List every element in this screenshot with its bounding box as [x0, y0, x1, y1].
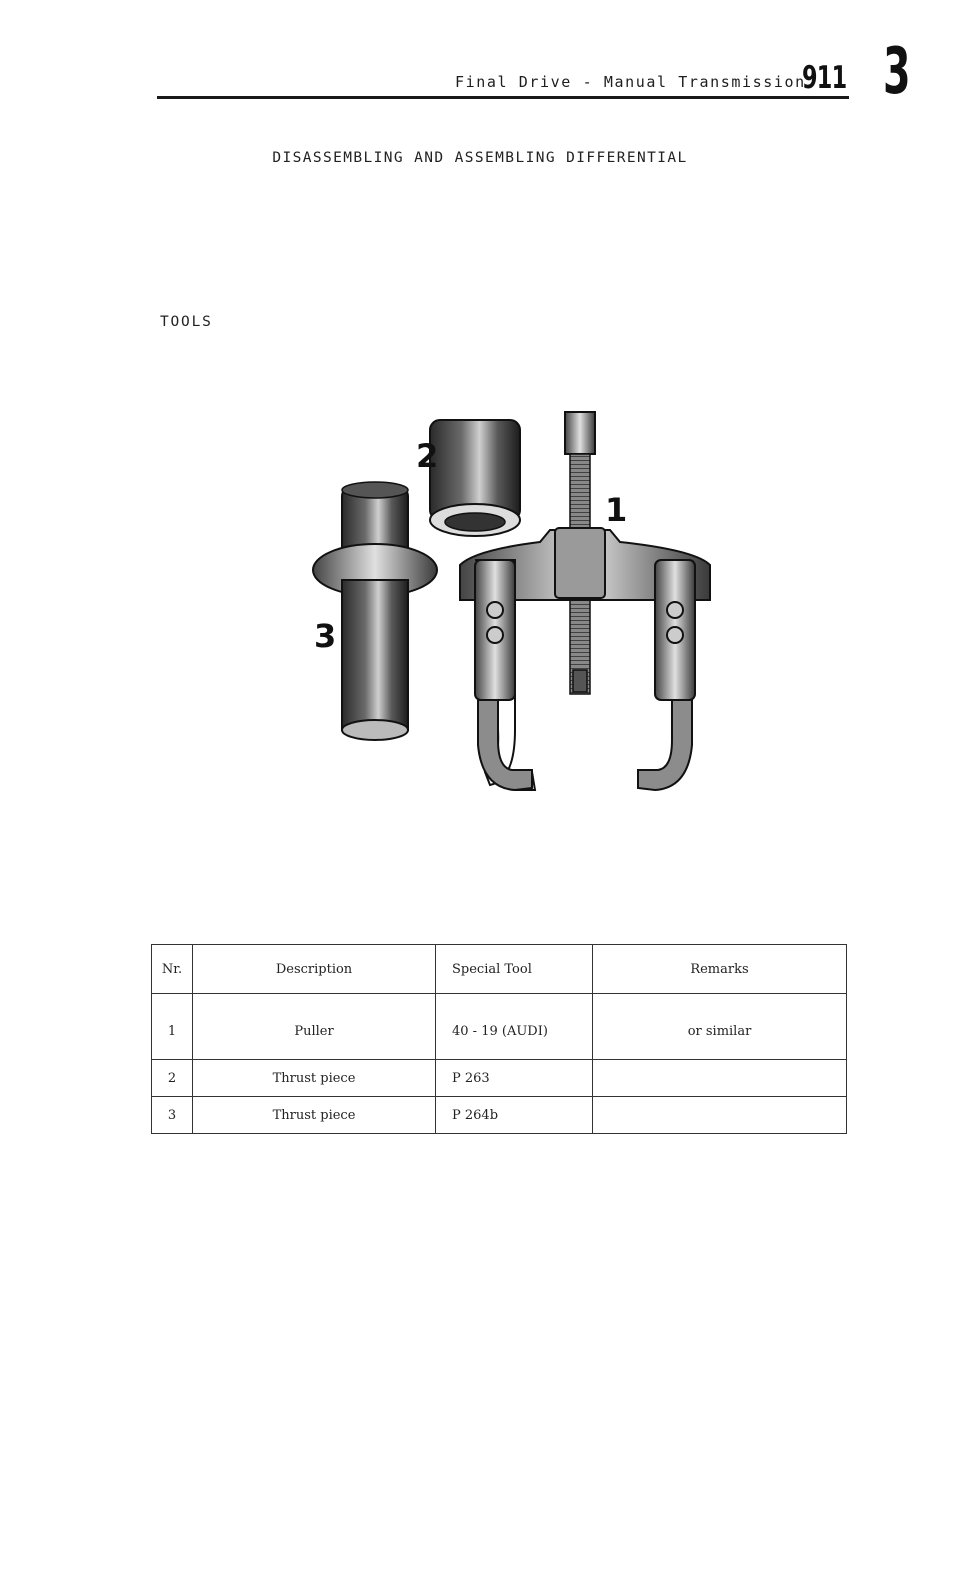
col-header-special-tool: Special Tool	[436, 945, 593, 994]
model-number: 911	[802, 60, 847, 96]
tools-heading: TOOLS	[160, 314, 213, 330]
callout-1: 1	[605, 491, 628, 529]
cell-remarks	[593, 1097, 847, 1134]
col-header-remarks: Remarks	[593, 945, 847, 994]
cell-special-tool: P 264b	[436, 1097, 593, 1134]
header-rule	[157, 96, 849, 99]
table-row	[152, 1097, 847, 1134]
header-title: Final Drive - Manual Transmission	[455, 73, 806, 91]
cell-remarks: or similar	[593, 994, 847, 1060]
callout-2: 2	[416, 437, 439, 475]
page-title: DISASSEMBLING AND ASSEMBLING DIFFERENTIAL	[272, 150, 688, 166]
cell-description: Puller	[193, 994, 436, 1060]
table-row	[152, 994, 847, 1060]
thrust-piece-2-drawing	[430, 420, 520, 536]
cell-remarks	[593, 1060, 847, 1097]
table-row	[152, 1060, 847, 1097]
col-header-nr: Nr.	[152, 945, 193, 994]
cell-special-tool: 40 - 19 (AUDI)	[436, 994, 593, 1060]
cell-nr: 3	[152, 1097, 193, 1134]
tools-illustration	[300, 400, 730, 800]
thrust-piece-3-drawing	[313, 482, 437, 740]
cell-description: Thrust piece	[193, 1060, 436, 1097]
tools-table	[151, 944, 847, 1134]
col-header-description: Description	[193, 945, 436, 994]
cell-description: Thrust piece	[193, 1097, 436, 1134]
table-header-row	[152, 945, 847, 994]
callout-3: 3	[314, 617, 337, 655]
tools-drawing	[300, 400, 730, 800]
cell-special-tool: P 263	[436, 1060, 593, 1097]
section-number: 3	[883, 35, 911, 109]
cell-nr: 1	[152, 994, 193, 1060]
cell-nr: 2	[152, 1060, 193, 1097]
